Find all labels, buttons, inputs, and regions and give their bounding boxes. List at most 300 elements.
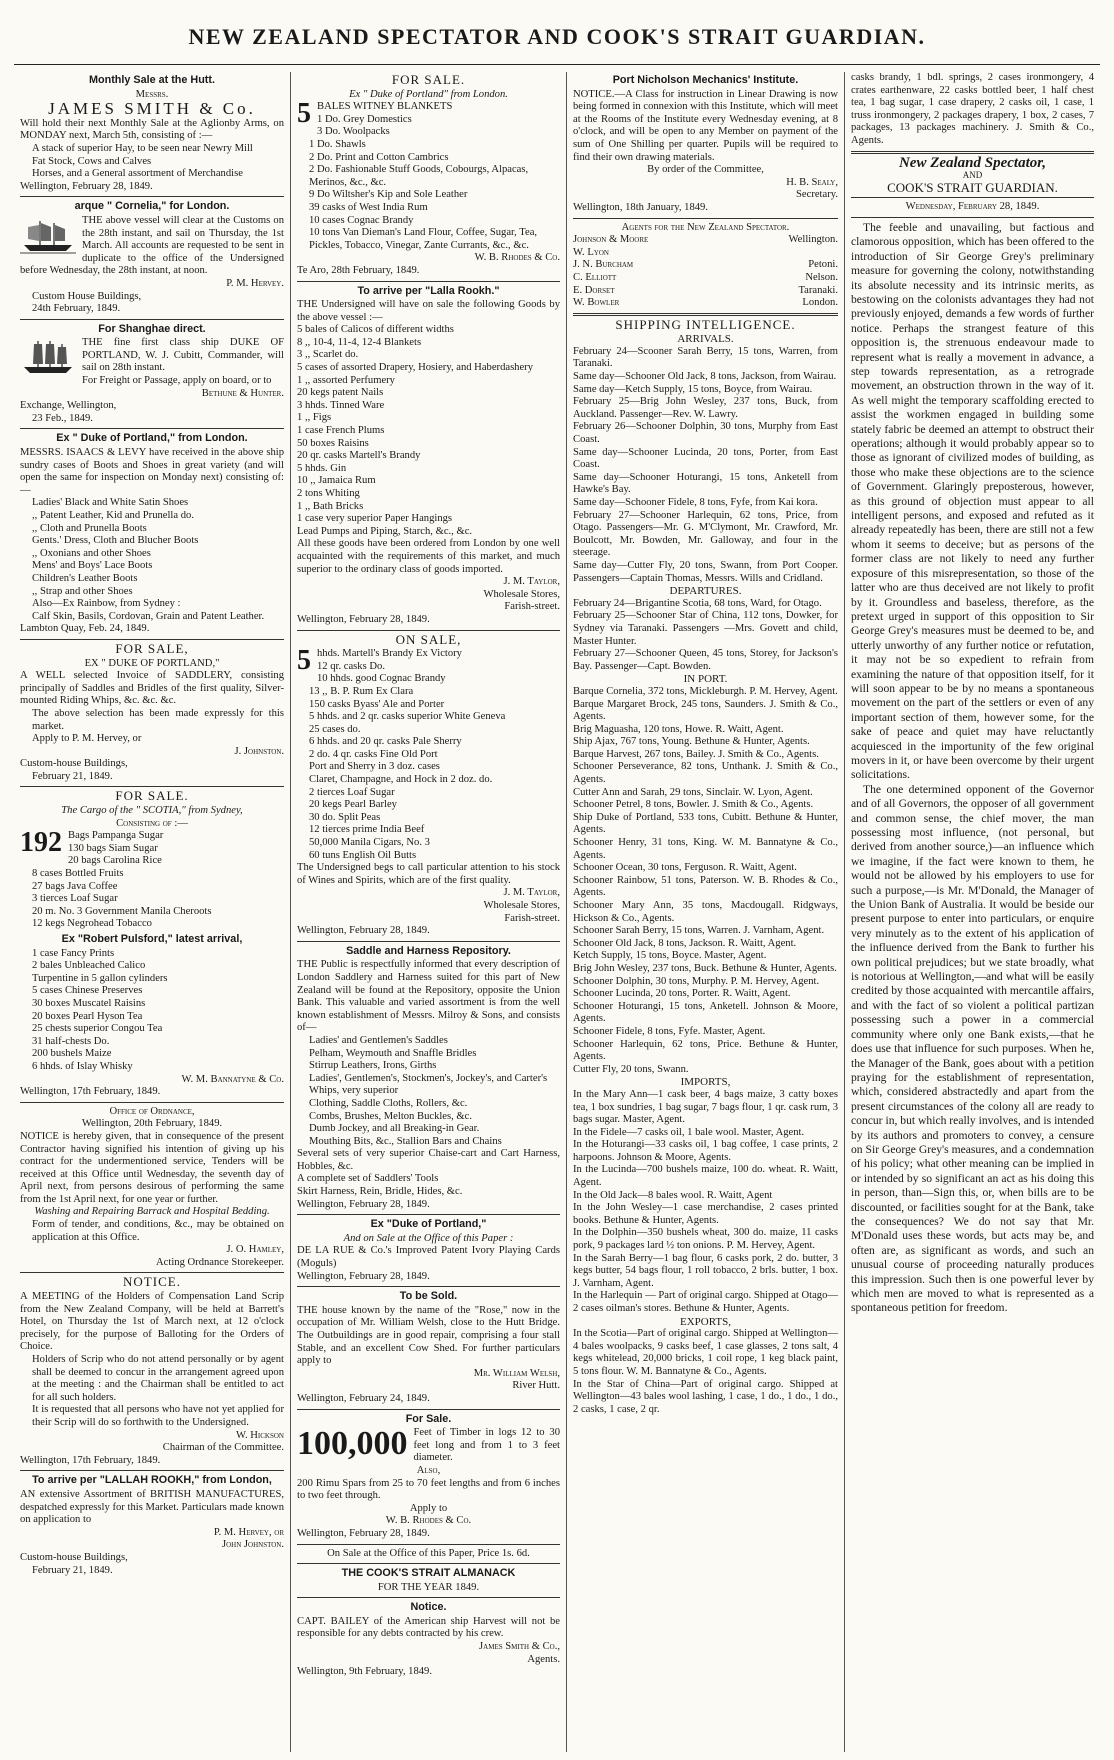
departures-heading: DEPARTURES. [669,585,742,598]
blankets-item: BALES WITNEY BLANKETS [317,101,453,113]
paper-subtitle: COOK'S STRAIT GUARDIAN. [887,179,1058,195]
arrival-entry: Same day—Schooner Old Jack, 8 tons, Jackson, from Wairau. [573,371,837,383]
lallah-date: February 21, 1849. [32,1564,113,1576]
divider [851,217,1094,218]
ordnance-date: Wellington, 20th February, 1849. [81,1118,223,1130]
duke-heading: Ex " Duke of Portland," from London. [56,432,248,445]
blankets-item: 10 tons Van Dieman's Land Flour, Coffee, Sugar, Tea, Pickles, Tobacco, Vinegar, Zante Currants, &c., &c. [309,227,538,251]
inport-entry: Schooner Lucinda, 20 tons, Porter. R. Waitt, Agent. [573,988,791,1000]
exports-heading: EXPORTS, [680,1315,731,1328]
saddle-heading: Saddle and Harness Repository. [346,944,511,957]
divider [297,1597,560,1598]
agent-place: London. [802,297,838,309]
saddle-date: Wellington, February 28, 1849. [297,1198,430,1210]
pulsford-item: 1 case Fancy Prints [32,947,115,959]
forsale-saddlery-sub: EX " DUKE OF PORTLAND," [84,657,220,669]
inport-entry: Brig John Wesley, 237 tons, Buck. Bethune & Hunter, Agents. [573,962,837,974]
lallah-signature: P. M. Hervey, or [213,1526,284,1538]
pulsford-heading: Ex "Robert Pulsford," latest arrival, [61,933,243,945]
onsale-item: 60 tuns English Oil Butts [309,849,417,861]
blankets-item: 2 Do. Print and Cotton Cambrics [309,151,449,163]
saddle-body-3: A complete set of Saddlers' Tools [297,1173,439,1185]
agent-place: Nelson. [805,271,838,283]
timber-body: Feet of Timber in logs 12 to 30 feet long and from 1 to 3 feet diameter. [413,1427,560,1464]
arrival-entry: Same day—Ketch Supply, 15 tons, Boyce, from Wairau. [573,383,813,395]
import-entry: In the John Wesley—1 case merchandise, 2 cases printed books. Bethune & Hunter, Agents. [573,1202,838,1226]
saddle-item: Clothing, Saddle Cloths, Rollers, &c. [309,1097,468,1109]
notice-body-2: Holders of Scrip who do not attend personally or by agent shall be deemed to concur in the arrangement agreed upon at the meeting : and the Chairman shall be entitled to act for all such holders. [32,1354,284,1403]
hutt-item: A stack of superior Hay, to be seen near Newry Mill [32,142,253,154]
notice2-signature-2: Agents. [527,1653,560,1665]
forsale-scotia-number: 192 [20,827,62,859]
lallah-place: Custom-house Buildings, [20,1551,128,1563]
import-entry: In the Fidele—7 casks oil, 1 bale wool. Master, Agent. [573,1126,805,1138]
saddle-item: Mouthing Bits, &c., Stallion Bars and Chains [309,1135,502,1147]
hutt-sale-heading: Monthly Sale at the Hutt. [89,74,215,86]
hutt-body: Will hold their next Monthly Sale at the Aglionby Arms, on MONDAY next, March 5th, consisting of :— [20,117,284,142]
lallah-body: AN extensive Assortment of BRITISH MANUFACTURES, despatched expressly for this Market. Particulars made known on application to [20,1488,284,1526]
forsale-saddlery-heading: FOR SALE, [115,640,189,656]
divider [20,1470,284,1471]
divider [297,941,560,942]
pulsford-item: 25 chests superior Congou Tea [32,1023,163,1035]
almanack-sub: FOR THE YEAR 1849. [377,1581,480,1593]
onsale-item: 30 do. Split Peas [309,811,381,823]
notice2-heading: Notice. [410,1601,447,1614]
columns [14,72,1100,1752]
timber-also: Also, [416,1464,441,1476]
lalla-body: THE Undersigned will have on sale the following Goods by the above vessel :— [297,299,560,323]
onsale-date: Wellington, February 28, 1849. [297,925,430,937]
agent-row [573,297,838,310]
inport-entry: Schooner Henry, 31 tons, King. W. M. Bannatyne & Co., Agents. [573,837,838,861]
inport-heading: IN PORT. [683,673,728,686]
onsale-item: 12 tierces prime India Beef [309,824,425,836]
ordnance-body: NOTICE is hereby given, that in consequence of the present Contractor having signified his intention of giving up his contract for the undermentioned service, Tenders will be received at this Office until Wednesday, the seventh day of April next, from persons desirous of performing the same from the 1st April next, for one year or further. [20,1130,284,1205]
column-1 [14,72,290,1752]
lalla-item: Lead Pumps and Piping, Starch, &c., &c. [297,525,473,537]
divider [20,639,284,640]
forsale-scotia-sub: The Cargo of the " SCOTIA," from Sydney, [61,805,243,817]
pulsford-item: 2 bales Unbleached Calico [32,960,146,972]
inport-entry: Schooner Sarah Berry, 15 tons, Warren. J. Varnham, Agent. [573,925,825,937]
divider [297,630,560,631]
onsale-signature-2: Wholesale Stores, [483,900,560,911]
onsale-item: 150 casks Byass' Ale and Porter [309,698,445,710]
arrival-entry: February 24—Scooner Sarah Berry, 15 tons, Warren, from Taranaki. [573,345,838,370]
divider [573,218,838,219]
duke-also: Also—Ex Rainbow, from Sydney : [32,598,181,610]
forsale-scotia-heading: FOR SALE. [115,788,189,804]
paper-and: AND [962,170,983,181]
sold-body: THE house known by the name of the "Rose," now in the occupation of Mr. William Welsh, close to the Hutt Bridge. The Outbuildings are in good repair, comprising a four stall Stable, and an excellent Cow Shed. For further particulars apply to [297,1304,560,1367]
pulsford-item: 200 bushels Maize [32,1048,112,1060]
shanghae-date: 23 Feb., 1849. [32,412,93,424]
scotia-item: Bags Pampanga Sugar [68,830,164,842]
import-entry: In the Harlequin — Part of original cargo. Shipped at Otago—2 cases oilman's stores. Bethune & Hunter, Agents. [573,1290,838,1314]
scotia-item: 3 tierces Loaf Sugar [32,893,118,905]
onsale-item: 2 tierces Loaf Sugar [309,786,395,798]
onsale-item: 5 hhds. and 2 qr. casks superior White Geneva [309,711,506,723]
inport-entry: Ship Duke of Portland, 533 tons, Cubitt. Bethune & Hunter, Agents. [573,811,838,836]
lalla-item: 3 hhds. Tinned Ware [297,399,385,411]
lalla-signature: J. M. Taylor, [503,576,560,588]
agent-name: J. N. Burcham [573,259,634,271]
departure-entry: February 24—Brigantine Scotia, 68 tons, Ward, for Otago. [573,597,822,609]
editorial [851,221,1094,1316]
ordnance-signature: J. O. Hamley, [226,1244,284,1256]
blankets-date: Te Aro, 28th February, 1849. [297,264,420,276]
lalla-item: 8 ,, 10-4, 11-4, 12-4 Blankets [297,336,422,348]
import-entry: In the Hoturangi—33 casks oil, 1 bag coffee, 1 case prints, 2 harpoons. Johnson & Moore, Agents. [573,1139,838,1163]
lalla-body-2: All these goods have been ordered from London by one well acquainted with the requirements of this market, and much superior to the ordinary class of goods imported. [297,538,560,575]
lalla-item: 1 ,, Figs [297,412,332,424]
timber-number: 100,000 [297,1425,408,1463]
dateline: Wednesday, February 28, 1849. [905,201,1040,213]
column-3 [566,72,844,1752]
forsale-blankets-heading: FOR SALE. [391,72,466,87]
arrival-entry: Same day—Cutter Fly, 20 tons, Swann, from Port Cooper. Passengers—Captain Thomas, Messrs. Wills and Cridland. [573,559,838,584]
arrival-entry: February 26—Schooner Dolphin, 30 tons, Murphy from East Coast. [573,421,838,446]
hutt-item: Horses, and a General assortment of Merchandise [32,168,243,180]
mechanics-signature-2: Secretary. [796,189,838,201]
forsale-blankets-number: 5 [297,98,311,130]
onsale-item: 20 kegs Pearl Barley [309,799,397,811]
shanghae-body-2: For Freight or Passage, apply on board, or to [82,375,272,387]
inport-entry: Schooner Petrel, 8 tons, Bowler. J. Smith & Co., Agents. [573,799,814,811]
duke2-date: Wellington, February 28, 1849. [297,1270,430,1282]
arrival-entry: Same day—Schooner Lucinda, 20 tons, Porter, from East Coast. [573,446,838,471]
onsale-heading: ON SALE, [395,631,462,647]
inport-entry: Schooner Old Jack, 8 tons, Jackson. R. Waitt, Agent. [573,937,797,949]
agent-place: Petoni. [808,259,838,271]
blankets-item: 1 Do. Grey Domestics [317,113,412,125]
lalla-item: 2 tons Whiting [297,488,360,499]
import-entry: In the Old Jack—8 bales wool. R. Waitt, Agent [573,1189,773,1201]
notice2-date: Wellington, 9th February, 1849. [297,1666,432,1678]
agent-place: Wellington. [788,234,838,246]
inport-entry: Ship Ajax, 767 tons, Young. Bethune & Hunter, Agents. [573,736,810,748]
saddle-body-4: Skirt Harness, Rein, Bridle, Hides, &c. [297,1186,463,1198]
divider [297,1409,560,1410]
onsale-signature: J. M. Taylor, [503,887,560,899]
inport-entry: Cutter Fly, 20 tons, Swann. [573,1063,689,1075]
agent-place: Taranaki. [798,284,838,296]
shanghae-signature: Bethune & Hunter. [201,387,284,399]
hutt-date: Wellington, February 28, 1849. [20,180,153,192]
inport-entry: Schooner Rainbow, 51 tons, Paterson. W. B. Rhodes & Co., Agents. [573,874,838,899]
divider [297,1286,560,1287]
pulsford-item: Turpentine in 5 gallon cylinders [32,972,168,984]
lalla-item: 20 qr. casks Martell's Brandy [297,450,421,462]
saddle-item: Ladies' and Gentlemen's Saddles [309,1034,448,1046]
shanghae-body: THE fine first class ship DUKE OF PORTLAND, W. J. Cubitt, Commander, will sail on 28th instant. [82,337,284,374]
shipping-heading: SHIPPING INTELLIGENCE. [615,316,796,332]
lalla-item: 50 boxes Raisins [297,437,369,449]
pulsford-item: 31 half-chests Do. [32,1035,110,1047]
mechanics-signature: H. B. Sealy, [786,176,838,188]
lalla-item: 20 kegs patent Nails [297,387,384,399]
notice2-body: CAPT. BAILEY of the American ship Harvest will not be responsible for any debts contracted by his crew. [297,1615,560,1640]
scotia-item: 27 bags Java Coffee [32,880,118,892]
lallah-heading: To arrive per "LALLAH ROOKH," from London, [32,1474,272,1487]
duke-item: Ladies' Black and White Satin Shoes [32,497,189,509]
ordnance-signature-2: Acting Ordnance Storekeeper. [156,1256,284,1268]
duke-also-2: Calf Skin, Basils, Cordovan, Grain and Patent Leather. [32,610,265,622]
masthead-rule [14,64,1100,65]
forsale-saddlery-body: A WELL selected Invoice of SADDLERY, consisting principally of Saddles and Bridles of the first quality, Silver-mounted Riding Whips, &c. &c. &c. [20,670,284,707]
onsale-number: 5 [297,645,311,677]
ship-icon [20,339,76,377]
saddle-item: Pelham, Weymouth and Snaffle Bridles [309,1047,477,1059]
timber-signature: W. B. Rhodes & Co. [385,1515,472,1527]
forsale-saddlery-place: Custom-house Buildings, [20,758,128,770]
onsale-item: 6 hhds. and 20 qr. casks Pale Sherry [309,736,462,748]
pulsford-date: Wellington, 17th February, 1849. [20,1086,161,1098]
agent-row [573,272,838,285]
masthead: NEW ZEALAND SPECTATOR AND COOK'S STRAIT GUARDIAN. [188,24,926,49]
timber-apply: Apply to [409,1502,448,1514]
arrival-entry: Same day—Schooner Hoturangi, 15 tons, Anketell from Hawke's Bay. [573,471,838,496]
timber-heading: For Sale. [405,1412,452,1425]
forsale-scotia-consisting: Consisting of :— [116,817,188,829]
inport-entry: Schooner Fidele, 8 tons, Fyfe. Master, Agent. [573,1025,766,1037]
onsale-item: 13 ,, B. P. Rum Ex Clara [309,685,414,697]
pulsford-item: 30 boxes Muscatel Raisins [32,997,146,1009]
lalla-item: 10 ,, Jamaica Rum [297,475,376,487]
notice-body-3: It is requested that all persons who have not yet applied for their Scrip will do so forthwith to the Undersigned. [32,1404,284,1428]
mechanics-heading: Port Nicholson Mechanics' Institute. [612,74,799,86]
import-entry: In the Sarah Berry—1 bag flour, 6 casks pork, 2 do. butter, 3 kegs butter, 54 bags flour, 1 roll tobacco, 2 brls. butter, 1 box. J. Varnham, Agent. [573,1252,838,1289]
forsale-saddlery-apply-2: J. Johnston. [234,745,284,757]
scotia-item: 8 cases Bottled Fruits [32,868,124,880]
arrival-entry: Same day—Schooner Fidele, 8 tons, Fyfe, from Kai kora. [573,497,818,508]
editorial-paragraph: The feeble and unavailing, but factious and clamorous opposition, which has been offered to the introduction of Sir George Grey's preliminary measure for governing the colony, notwithstanding its absolute necessity and its intrinsic merits, as bestowing on the colonists advantages they had not previously enjoyed, demands a few words of further notice. Perhaps the strangest feature of this opposition is, the strenuous endeavour made to represent what is really a movement in advance, a step towards representation, as a retrograde movement, an obstruction thrown in the way of it. As well might the temporary scaffolding erected to assist the workmen engaged in building some stately fabric be deemed an attempt to obstruct their operations; although it would probably appear so to those as ignorant of civilized modes of building, as those who make these objections are to the science of Government. Glaringly preposterous, however, as this ground of objection must appear to all intelligent persons, and exposed and refuted as it already repeatedly has been, there are still not a few whom it seems to deceive; but as persons of the former class are not likely to need any further exposure of this misrepresentation, so those of the latter who are thus deceived are not likely to profit by it. Groundless and baseless, therefore, as the pretext urged in support of this opposition to Sir George Grey's measures must be deemed to be, and utterly unworthy of any further notice or refutation, it may not be so expedient to refrain from examining the nature of that opposition itself, for it will soon appear to be by no means a spontaneous movement on the part of the settlers or even of any important section of them, however some, for the sake of peace and quiet may have reluctantly acquiesced in the importunity of the few original movers in it, or have been overcome by their urgent solicitations. [851,220,1094,782]
column-2 [290,72,566,1752]
cornelia-signature: P. M. Hervey. [226,277,284,289]
cornelia-body: THE above vessel will clear at the Customs on the 28th instant, and sail on Thursday, the 1st March. All accounts are requested to be sent in duplicate to the office of the Undersigned before Wednesday, the 28th instant, at noon. [20,214,284,277]
divider [20,319,284,320]
cornelia-place: Custom House Buildings, [32,290,142,302]
export-entry: In the Star of China—Part of original cargo. Shipped at Wellington—43 bales wool lashing, 1 case, 1 do., 1 do., 1 do., 2 casks, 1 case, 2 qr. [573,1378,838,1415]
saddle-item: Combs, Brushes, Melton Buckles, &c. [309,1110,473,1122]
inport-entry: Brig Maguasha, 120 tons, Howe. R. Waitt, Agent. [573,723,784,735]
pulsford-item: 5 cases Chinese Preserves [32,985,143,997]
blankets-signature: W. B. Rhodes & Co. [474,252,560,264]
blankets-item: 9 Do Wiltsher's Kip and Sole Leather [309,189,468,201]
divider [297,281,560,282]
agent-name: W. Bowler [573,297,620,309]
inport-entry: Schooner Mary Ann, 35 tons, Macdougall. Ridgways, Hickson & Co., Agents. [573,900,838,924]
divider [851,151,1094,154]
import-entry: In the Mary Ann—1 cask beer, 4 bags maize, 3 catty boxes tea, 1 box sundries, 1 bag sugar, 7 bags flour, 1 qr. cask rum, 3 bags sugar. Master, Agent. [573,1088,838,1126]
timber-date: Wellington, February 28, 1849. [297,1527,430,1539]
notice-date: Wellington, 17th February, 1849. [20,1454,161,1466]
forsale-saddlery-date: February 21, 1849. [32,770,113,782]
inport-entry: Schooner Ocean, 30 tons, Ferguson. R. Waitt, Agent. [573,862,797,874]
agent-row [573,247,838,260]
lalla-item: 5 cases of assorted Drapery, Hosiery, and Haberdashery [297,362,534,374]
onsale-signature-3: Farish-street. [504,912,560,924]
sold-heading: To be Sold. [399,1290,458,1303]
inport-entry: Schooner Hoturangi, 15 tons, Anketell. Johnson & Moore, Agents. [573,1000,838,1025]
shanghae-heading: For Shanghae direct. [98,322,206,335]
mechanics-order: By order of the Committee, [647,164,764,176]
sold-signature: Mr. William Welsh, [473,1367,560,1379]
hutt-item: Fat Stock, Cows and Calves [32,155,152,167]
agent-row [573,259,838,272]
onsale-item: 2 do. 4 qr. casks Fine Old Port [309,748,438,760]
duke-item: ,, Oxonians and other Shoes [32,547,151,559]
divider [297,1544,560,1545]
forsale-saddlery-body-2: The above selection has been made expressly for this market. [32,707,284,732]
onsale-item: Claret, Champagne, and Hock in 2 doz. do. [309,774,493,786]
ordnance-head: Office of Ordnance, [109,1105,195,1117]
duke2-heading: Ex "Duke of Portland," [370,1218,487,1231]
lalla-item: 5 bales of Calicos of different widths [297,324,454,336]
office-line: On Sale at the Office of this Paper, Price 1s. 6d. [327,1547,530,1559]
messrs-label: Messrs. [135,88,169,100]
import-entry: In the Lucinda—700 bushels maize, 100 do. wheat. R. Waitt, Agent. [573,1164,838,1189]
lalla-item: 5 hhds. Gin [297,462,347,474]
james-smith-firm: JAMES SMITH & Co. [48,99,256,119]
onsale-item: 10 hhds. good Cognac Brandy [317,673,446,685]
duke2-body: DE LA RUE & Co.'s Improved Patent Ivory Playing Cards (Moguls) [297,1245,560,1270]
notice2-signature: James Smith & Co., [479,1641,560,1653]
blankets-item: 10 cases Cognac Brandy [309,214,414,226]
notice-signature-2: Chairman of the Committee. [162,1442,284,1454]
inport-entry: Cutter Ann and Sarah, 29 tons, Sinclair. W. Lyon, Agent. [573,786,813,798]
inport-entry: Barque Harvest, 267 tons, Bailey. J. Smith & Co., Agents. [573,748,819,760]
divider [851,197,1094,198]
lalla-date: Wellington, February 28, 1849. [297,613,430,625]
divider [573,313,838,316]
notice-signature: W. Hickson [235,1429,284,1441]
cornelia-date: 24th February, 1849. [32,303,121,315]
almanack-heading: THE COOK'S STRAIT ALMANACK [341,1567,516,1580]
agents-heading: Agents for the New Zealand Spectator. [621,221,790,233]
lalla-item: 3 ,, Scarlet do. [297,349,359,361]
saddle-body: THE Public is respectfully informed that every description of London Saddlery and Harness suited for this part of New Zealand will be found at the Repository, opposite the Union Bank. This valuable and varied assortment is from the well known establishment of Messrs. Milroy & Sons, and consists of— [297,959,560,1034]
paper-title: New Zealand Spectator, [898,154,1047,171]
inport-entry: Schooner Perseverance, 82 tons, Unthank. J. Smith & Co., Agents. [573,761,838,786]
lalla-signature-3: Farish-street. [504,601,560,613]
lalla-heading: To arrive per "Lalla Rookh." [357,284,500,297]
editorial-paragraph: The one determined opponent of the Governor and of all Governors, the opposer of all government and common sense, the chief mover, the man possessing most influence, (not personal, but derived from another source,)—an influence which we imagine, if the fact were known to them, he would not be allowed by his employers to use for such a purpose,—is Mr. M'Donald, the Manager of the Union Bank of Australia. It would be beside our present purpose to enter into particulars, or enquire very minutely as to the extent of his application of the influence derived from the Bank to further his own political prejudices; but we state broadly, what is notorious at Wellington,—and what will be easily credited by those acquainted with mercantile affairs, and with the fact of so violent a political partizan possessing such a power in a commercial community where only one Bank exists,—that he does use that influence for such purposes. When he, the Manager of the Bank, goes about with a petition praying for the establishment of representation, which, considered abstractedly and apart from the present circumstances of the colony all are ready to concur in, but which really involves, and is intended by its authors and promoters to convey, a censure on Sir George Grey's measures, and a condemnation of his policy; what other meaning can be implied in or intended by so significant an act as his doing this in person, than—Sign this, or, when bills are to be discounted, or facilities sought for at the Bank, take the consequences? We do not say that Mr. M'Donald uses these words, but acts may be, and often are, as significant as words, and such an unusual course of proceeding naturally produces this impression. Such then is one powerful lever by which men are moved to what is represented as a spontaneous petition for freedom. [851,782,1094,1315]
saddle-item: Stirrup Leathers, Irons, Girths [309,1060,437,1072]
arrivals-heading: ARRIVALS. [677,333,734,346]
saddle-item: Dumb Jockey, and all Breaking-in Gear. [309,1123,480,1135]
onsale-item: 12 qr. casks Do. [317,660,385,672]
column-4 [844,72,1100,1752]
departure-entry: February 25—Schooner Star of China, 112 tons, Dowker, for Sydney via Taranaki. Passengers —Mrs. Govett and child, Master Hunter. [573,610,838,647]
saddle-item: Ladies', Gentlemen's, Stockmen's, Jockey's, and Carter's Whips, very superior [309,1072,548,1097]
divider [20,196,284,197]
duke-body: MESSRS. ISAACS & LEVY have received in the above ship sundry cases of Boots and Shoes in great variety (and will open the same for inspection on Monday next) consisting of:— [20,447,284,496]
cornelia-heading: arque " Cornelia," for London. [74,200,230,213]
shanghae-place: Exchange, Wellington, [20,400,117,412]
pulsford-item: 20 boxes Pearl Hyson Tea [32,1010,143,1022]
scotia-item: 20 bags Carolina Rice [68,855,162,867]
onsale-item: Port and Sherry in 3 doz. cases [309,761,440,773]
divider [297,1214,560,1215]
duke-item: ,, Strap and other Shoes [32,585,133,597]
scotia-item: 12 kegs Negrohead Tobacco [32,918,152,930]
pulsford-item: 6 hhds. of Islay Whisky [32,1060,133,1072]
export-entry: In the Scotia—Part of original cargo. Shipped at Wellington—4 bales woolpacks, 9 casks beef, 1 case glasses, 2 tons salt, 4 kegs whitelead, 20,000 bricks, 1 coil rope, 1 keg black paint, 5 tons flour. W. M. Bannatyne & Co., Agents. [573,1328,838,1377]
inport-entry: Barque Margaret Brock, 245 tons, Saunders. J. Smith & Co., Agents. [573,698,838,723]
inport-entry: Ketch Supply, 15 tons, Boyce. Master, Agent. [573,950,767,962]
ship-icon [20,217,76,255]
blankets-item: 3 Do. Woolpacks [317,126,390,138]
duke-date: Lambton Quay, Feb. 24, 1849. [20,623,150,635]
agent-row [573,234,838,247]
agent-name: Johnson & Moore [573,234,649,246]
lallah-signature-2: John Johnston. [221,1539,284,1551]
onsale-item: 50,000 Manila Cigars, No. 3 [309,837,430,849]
sold-date: Wellington, February 24, 1849. [297,1392,430,1404]
import-entry: In the Dolphin—350 bushels wheat, 300 do. maize, 11 casks pork, 9 packages lard ½ ton onions. P. M. Hervey, Agent. [573,1227,838,1252]
mechanics-body: NOTICE.—A Class for instruction in Linear Drawing is now being formed in connexion with this Institute, which will meet at the Rooms of the Institute every Wednesday evening, at 8 o'clock, and will be open to any Member on payment of the sum of One Shilling per quarter. Pupils will be required to find their own drawing materials. [573,88,838,163]
ordnance-italic: Washing and Repairing Barrack and Hospital Bedding. [34,1206,270,1218]
lalla-item: 1 case very superior Paper Hangings [297,513,453,525]
imports-heading: IMPORTS, [680,1076,731,1089]
divider [20,786,284,787]
agent-name: W. Lyon [573,246,609,258]
duke-item: Mens' and Boys' Lace Boots [32,560,153,572]
divider [20,1272,284,1273]
forsale-saddlery-apply: Apply to P. M. Hervey, or [32,733,142,745]
mechanics-date: Wellington, 18th January, 1849. [573,201,708,213]
notice-body: A MEETING of the Holders of Compensation Land Scrip from the New Zealand Company, will be held at Barrett's Hotel, on Thursday the 1st of March next, at 12 o'clock precisely, for the purpose of Balloting for the Orders of Choice. [20,1291,284,1353]
lalla-item: 1 ,, assorted Perfumery [297,374,395,386]
ordnance-body-2: Form of tender, and conditions, &c., may be obtained on application at this Office. [32,1219,284,1243]
divider [20,1102,284,1103]
duke-item: ,, Cloth and Prunella Boots [32,522,147,534]
onsale-item: hhds. Martell's Brandy Ex Victory [317,648,462,660]
lalla-signature-2: Wholesale Stores, [483,588,560,600]
sold-signature-2: River Hutt. [512,1380,560,1392]
duke-item: Children's Leather Boots [32,572,138,584]
duke2-sub: And on Sale at the Office of this Paper : [343,1232,514,1244]
notice-heading: NOTICE. [123,1274,181,1290]
duke-item: Gents.' Dress, Cloth and Blucher Boots [32,535,199,547]
forsale-blankets-sub: Ex " Duke of Portland" from London. [349,88,508,100]
inport-entry: Schooner Harlequin, 62 tons, Price. Bethune & Hunter, Agents. [573,1038,838,1063]
blankets-item: 39 casks of West India Rum [309,201,428,213]
exports-continued: casks brandy, 1 bdl. springs, 2 cases ironmongery, 4 crates earthenware, 22 casks bottled beer, 1 half chest tea, 1 bag sugar, 1 case drapery, 2 casks oil, 1 case, 1 truss ironmongery, 2 packages drapery, 1 box, 2 cases, 7 packages, 13 packages machinery. J. Smith & Co., Agents. [851,72,1094,146]
arrival-entry: February 27—Schooner Harlequin, 62 tons, Price, from Otago. Passengers—Mr. G. M'Clymont, Mr. Crawford, Mr. Boulcott, Mr. Bowden, Mr. Galloway, and four in the steerage. [573,509,838,559]
timber-body-2: 200 Rimu Spars from 25 to 70 feet lengths and from 6 inches to two feet through. [297,1477,560,1502]
duke-item: ,, Patent Leather, Kid and Prunella do. [32,510,194,521]
blankets-item: 2 Do. Fashionable Stuff Goods, Cobourgs, Alpacas, Merinos, &c., &c. [309,164,529,188]
scotia-item: 20 m. No. 3 Government Manila Cheroots [32,905,212,917]
divider [20,428,284,429]
inport-entry: Schooner Dolphin, 30 tons, Murphy. P. M. Hervey, Agent. [573,975,820,987]
arrival-entry: February 25—Brig John Wesley, 237 tons, Buck, from Auckland. Passenger—Rev. W. Lawry. [573,396,838,420]
divider [297,1563,560,1564]
inport-entry: Barque Cornelia, 372 tons, Mickleburgh. P. M. Hervey, Agent. [573,685,838,697]
agent-name: E. Dorset [573,284,615,296]
agent-row [573,285,838,298]
agent-name: C. Elliott [573,271,617,283]
blankets-item: 1 Do. Shawls [309,138,366,150]
scotia-item: 130 bags Siam Sugar [68,842,158,854]
lalla-item: 1 case French Plums [297,425,385,437]
departure-entry: February 27—Schooner Queen, 45 tons, Storey, for Jackson's Bay. Passenger—Capt. Bowden. [573,648,838,672]
onsale-body: The Undersigned begs to call particular attention to his stock of Wines and Spirits, which are of the first quality. [297,862,560,886]
onsale-item: 25 cases do. [309,723,361,735]
